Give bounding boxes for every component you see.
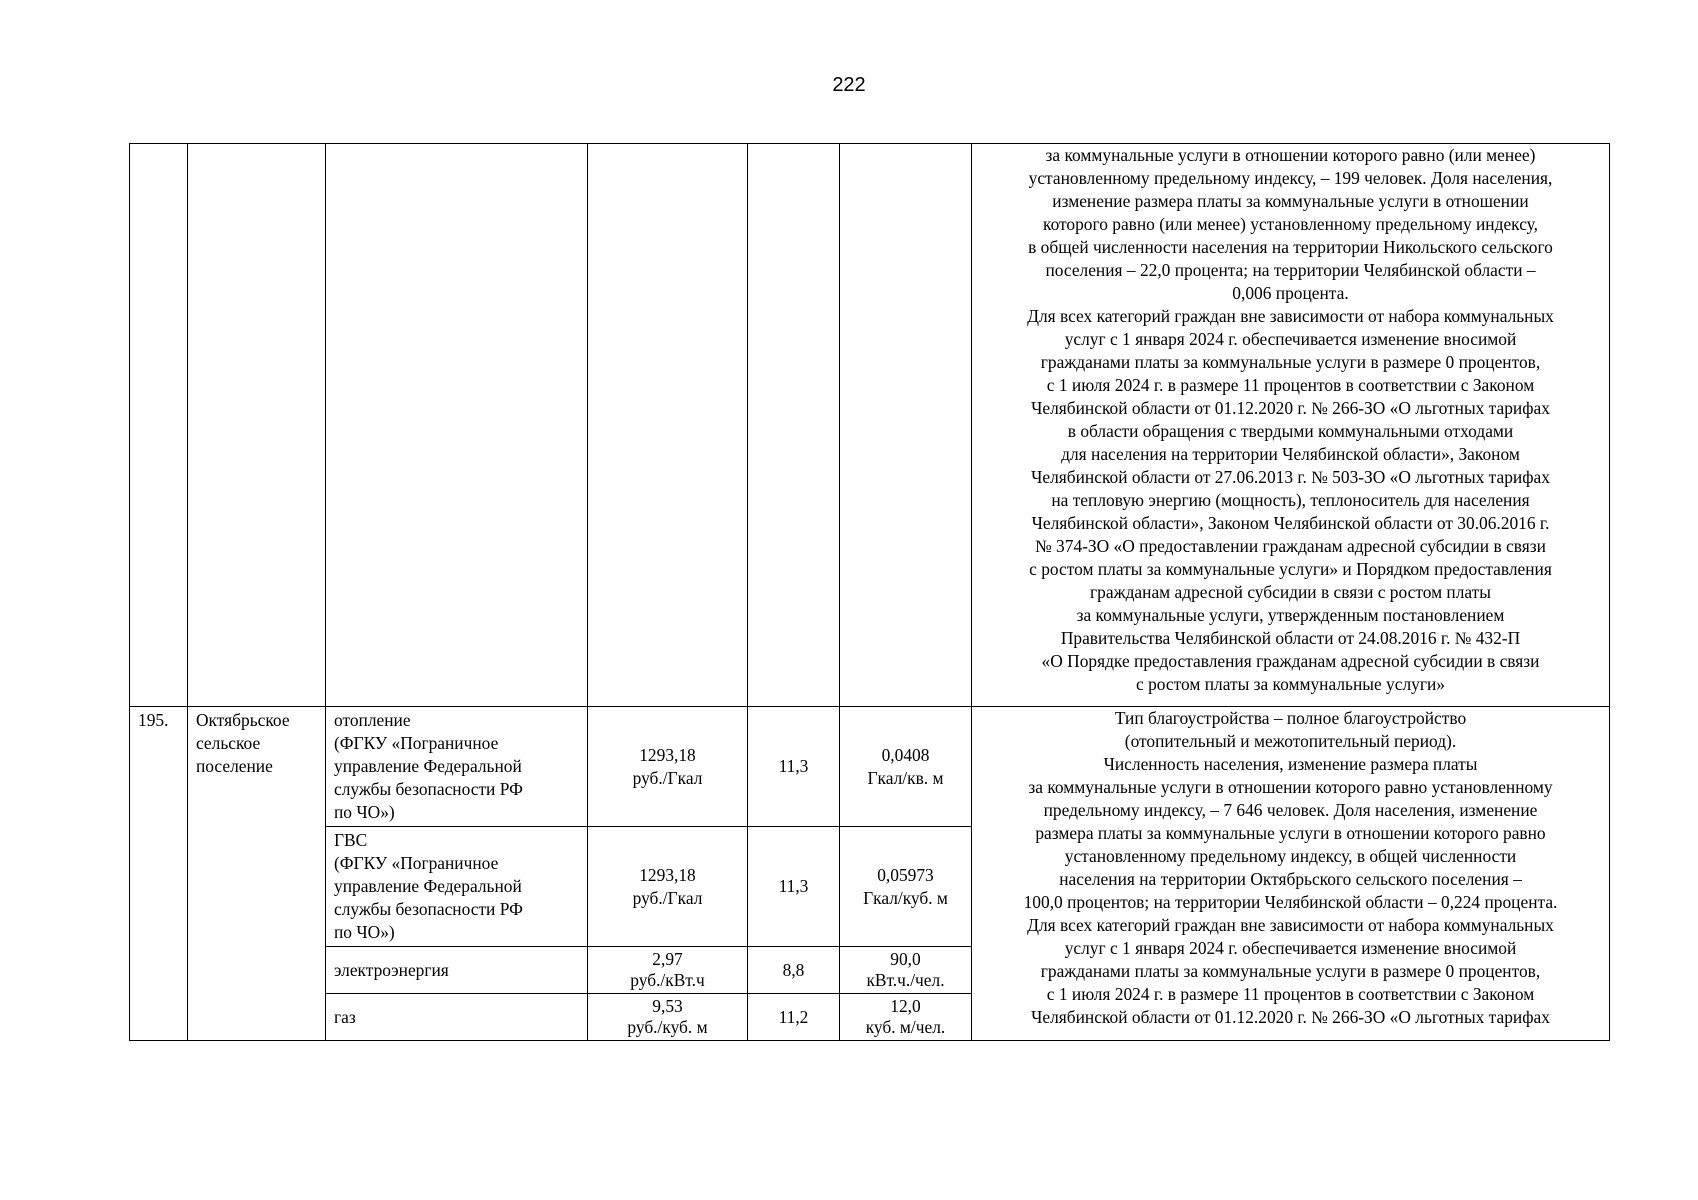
cell-number-empty (130, 144, 188, 707)
norm-value (840, 947, 972, 994)
service-line: (ФГКУ «Пограничное (334, 733, 499, 753)
service-line: по ЧО») (334, 922, 395, 942)
service-line: ГВС (334, 830, 368, 850)
tariff-line: 9,53 (652, 996, 683, 1016)
service-name (326, 827, 588, 947)
text-line: установленному предельному индексу, в общей численности (1064, 846, 1517, 866)
text-line: № 374-ЗО «О предоставлении гражданам адресной субсидии в связи (1035, 536, 1546, 556)
row-number: 195. (130, 707, 188, 1041)
text-line: Челябинской области», Законом Челябинской области от 30.06.2016 г. (1031, 513, 1550, 533)
tariff-line: 1293,18 (639, 864, 696, 885)
service-line: (ФГКУ «Пограничное (334, 853, 499, 873)
service-line: службы безопасности РФ (334, 779, 523, 799)
text-line: для населения на территории Челябинской области», Законом (1061, 444, 1520, 464)
text-line: Для всех категорий граждан вне зависимости от набора коммунальных (1027, 306, 1554, 326)
text-line: с 1 июля 2024 г. в размере 11 процентов в соответствии с Законом (1046, 375, 1535, 395)
text-line: 0,006 процента. (1232, 283, 1349, 303)
text-line: за коммунальные услуги, утвержденным постановлением (1076, 605, 1505, 625)
norm-line: куб. м/чел. (865, 1017, 946, 1037)
text-line: Челябинской области от 01.12.2020 г. № 266-ЗО «О льготных тарифах (1031, 1007, 1550, 1027)
text-line: «О Порядке предоставления гражданам адресной субсидии в связи (1041, 651, 1540, 671)
continuation-row (130, 144, 1610, 707)
text-line: Правительства Челябинской области от 24.08.2016 г. № 432-П (1060, 628, 1521, 648)
municipality-name (188, 707, 326, 1041)
tariff-line: 2,97 (652, 949, 683, 969)
index-value: 8,8 (748, 947, 840, 994)
norm-line: Гкал/кв. м (867, 767, 944, 788)
text-line: в общей численности населения на территории Никольского сельского (1028, 237, 1553, 257)
tariff-value (588, 827, 748, 947)
service-line: отопление (334, 710, 411, 730)
text-line: предельному индексу, – 7 646 человек. Доля населения, изменение (1043, 800, 1538, 820)
norm-line: 12,0 (890, 996, 921, 1016)
norm-line: кВт.ч./чел. (866, 970, 945, 990)
text-line: установленному предельному индексу, – 199 человек. Доля населения, (1028, 168, 1553, 188)
text-line: услуг с 1 января 2024 г. обеспечивается изменение вносимой (1064, 329, 1517, 349)
norm-line: 0,05973 (877, 864, 934, 885)
norm-line: Гкал/куб. м (863, 887, 948, 908)
index-value: 11,2 (748, 994, 840, 1041)
text-line: которого равно (или менее) установленному предельному индексу, (1043, 214, 1538, 234)
municipality-line: Октябрьское (196, 710, 290, 730)
cell-municipality-empty (188, 144, 326, 707)
municipality-line: сельское (196, 733, 261, 753)
page-number: 222 (832, 74, 866, 96)
index-value: 11,3 (748, 827, 840, 947)
tariff-value (588, 994, 748, 1041)
text-line: Челябинской области от 27.06.2013 г. № 503-ЗО «О льготных тарифах (1031, 467, 1550, 487)
text-line: с ростом платы за коммунальные услуги» (1136, 674, 1445, 694)
text-line: 100,0 процентов; на территории Челябинской области – 0,224 процента. (1023, 892, 1558, 912)
service-line: управление Федеральной (334, 756, 522, 776)
tariff-line: руб./Гкал (632, 767, 703, 788)
service-name (326, 707, 588, 827)
text-line: Челябинской области от 01.12.2020 г. № 266-ЗО «О льготных тарифах (1031, 398, 1550, 418)
tariff-line: руб./куб. м (627, 1017, 708, 1037)
text-line: Для всех категорий граждан вне зависимости от набора коммунальных (1027, 915, 1554, 935)
index-value: 11,3 (748, 707, 840, 827)
text-line: услуг с 1 января 2024 г. обеспечивается изменение вносимой (1064, 938, 1517, 958)
table-row (130, 707, 1610, 827)
service-name: электроэнергия (326, 947, 588, 994)
text-line: размера платы за коммунальные услуги в отношении которого равно (1035, 823, 1546, 843)
text-line: населения на территории Октябрьского сельского поселения – (1059, 869, 1522, 889)
tariff-line: руб./кВт.ч (630, 970, 705, 990)
norm-line: 0,0408 (881, 744, 930, 765)
text-line: поселения – 22,0 процента; на территории Челябинской области – (1045, 260, 1536, 280)
text-line: Тип благоустройства – полное благоустройство (1114, 708, 1467, 728)
text-line: Численность населения, изменение размера платы (1103, 754, 1478, 774)
tariff-line: руб./Гкал (632, 887, 703, 908)
cell-tariff-empty (588, 144, 748, 707)
norm-value (840, 707, 972, 827)
text-line: гражданам адресной субсидии в связи с ростом платы (1090, 582, 1491, 602)
text-line: на тепловую энергию (мощность), теплоноситель для населения (1051, 490, 1530, 510)
cell-service-empty (326, 144, 588, 707)
norm-value (840, 994, 972, 1041)
service-line: управление Федеральной (334, 876, 522, 896)
text-line: гражданами платы за коммунальные услуги в размере 0 процентов, (1040, 961, 1541, 981)
row-description (972, 707, 1610, 1041)
tariff-value (588, 947, 748, 994)
tariff-value (588, 707, 748, 827)
cell-index-empty (748, 144, 840, 707)
norm-line: 90,0 (890, 949, 921, 969)
service-name: газ (326, 994, 588, 1041)
tariff-line: 1293,18 (639, 744, 696, 765)
text-line: за коммунальные услуги в отношении которого равно установленному (1028, 777, 1553, 797)
service-line: службы безопасности РФ (334, 899, 523, 919)
text-line: в области обращения с твердыми коммунальными отходами (1067, 421, 1514, 441)
text-line: с ростом платы за коммунальные услуги» и Порядком предоставления (1029, 559, 1552, 579)
norm-value (840, 827, 972, 947)
municipality-line: поселение (196, 756, 273, 776)
text-line: гражданами платы за коммунальные услуги в размере 0 процентов, (1040, 352, 1541, 372)
text-line: с 1 июля 2024 г. в размере 11 процентов в соответствии с Законом (1046, 984, 1535, 1004)
service-line: по ЧО») (334, 802, 395, 822)
cell-norm-empty (840, 144, 972, 707)
text-line: (отопительный и межотопительный период). (1124, 731, 1457, 751)
text-line: за коммунальные услуги в отношении которого равно (или менее) (1045, 145, 1536, 165)
continuation-description (972, 144, 1610, 707)
text-line: изменение размера платы за коммунальные услуги в отношении (1052, 191, 1529, 211)
tariff-table (129, 143, 1610, 1041)
